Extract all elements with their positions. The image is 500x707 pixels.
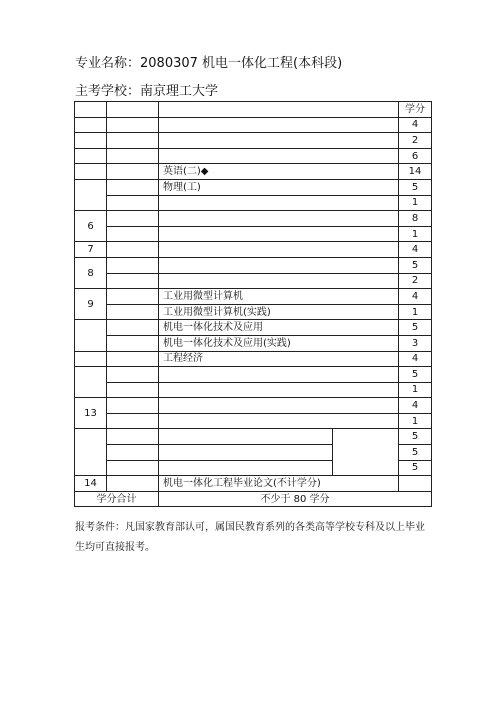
total-value: 不少于 80 学分 <box>159 491 432 507</box>
course-code: 7 <box>75 242 107 258</box>
course-number <box>107 476 159 492</box>
course-name: 工业用微型计算机 <box>159 289 399 305</box>
credit-value: 4 <box>399 117 432 133</box>
course-name <box>159 148 399 164</box>
course-name <box>159 445 333 461</box>
course-number <box>107 117 159 133</box>
credit-value: 2 <box>399 133 432 149</box>
table-row <box>75 476 432 492</box>
table-row <box>75 273 432 289</box>
course-code <box>75 429 107 476</box>
course-number <box>107 164 159 180</box>
credit-value: 14 <box>399 164 432 180</box>
course-name <box>159 226 399 242</box>
table-row <box>75 179 432 195</box>
course-number <box>107 273 159 289</box>
course-name: 机电一体化工程毕业论文(不计学分) <box>159 476 399 492</box>
course-name <box>159 117 399 133</box>
course-code <box>75 367 107 398</box>
course-number <box>107 226 159 242</box>
course-name <box>159 273 399 289</box>
course-name <box>159 367 399 383</box>
course-number <box>107 211 159 227</box>
total-row <box>75 491 432 507</box>
credit-value: 8 <box>399 211 432 227</box>
table-row <box>75 289 432 305</box>
header-cell <box>159 102 399 118</box>
course-code: 9 <box>75 289 107 320</box>
course-name <box>159 413 399 429</box>
table-row <box>75 335 432 351</box>
table-row <box>75 195 432 211</box>
credit-value: 4 <box>399 289 432 305</box>
credit-value: 1 <box>399 226 432 242</box>
course-number <box>107 304 159 320</box>
credit-value <box>399 476 432 492</box>
course-name: 机电一体化技术及应用(实践) <box>159 335 399 351</box>
total-label: 学分合计 <box>75 491 159 507</box>
credit-value: 2 <box>399 273 432 289</box>
course-name <box>159 460 333 476</box>
credit-value: 5 <box>399 257 432 273</box>
course-code <box>75 179 107 210</box>
credit-value: 1 <box>399 382 432 398</box>
course-name <box>159 242 399 258</box>
table-row <box>75 148 432 164</box>
course-number <box>107 289 159 305</box>
table-row <box>75 413 432 429</box>
course-code <box>75 133 107 149</box>
note-line-1: 报考条件：凡国家教育部认可，属国民教育系列的各类高等学校专科及以上毕业 <box>75 522 425 533</box>
course-number <box>107 335 159 351</box>
course-name: 英语(二)◆ <box>159 164 399 180</box>
credit-value: 4 <box>399 242 432 258</box>
course-number <box>107 398 159 414</box>
credit-value: 6 <box>399 148 432 164</box>
admission-note <box>75 518 435 558</box>
credit-value: 5 <box>399 179 432 195</box>
course-number <box>107 460 159 476</box>
credit-value: 5 <box>399 320 432 336</box>
table-row <box>75 429 432 445</box>
table-row <box>75 133 432 149</box>
table-row <box>75 351 432 367</box>
credit-value: 4 <box>399 398 432 414</box>
course-name <box>159 429 333 445</box>
credit-value: 1 <box>399 413 432 429</box>
credit-value: 4 <box>399 351 432 367</box>
table-header-row <box>75 102 432 118</box>
table-row <box>75 226 432 242</box>
header-cell <box>75 102 107 118</box>
course-name: 机电一体化技术及应用 <box>159 320 399 336</box>
header-cell <box>107 102 159 118</box>
table-row <box>75 367 432 383</box>
table-row <box>75 320 432 336</box>
course-name <box>159 398 399 414</box>
course-number <box>107 148 159 164</box>
course-code <box>75 351 107 367</box>
table-row <box>75 382 432 398</box>
course-code: 14 <box>75 476 107 492</box>
course-name <box>159 195 399 211</box>
course-number <box>107 257 159 273</box>
course-name: 工业用微型计算机(实践) <box>159 304 399 320</box>
course-code <box>75 117 107 133</box>
course-name <box>159 133 399 149</box>
course-code: 6 <box>75 211 107 242</box>
course-name: 工程经济 <box>159 351 399 367</box>
course-name: 物理(工) <box>159 179 399 195</box>
course-name <box>159 211 399 227</box>
table-row <box>75 164 432 180</box>
course-number <box>107 351 159 367</box>
course-number <box>107 429 159 445</box>
table-row <box>75 304 432 320</box>
major-name-line: 专业名称：2080307 机电一体化工程(本科段) <box>75 56 343 71</box>
course-code <box>75 148 107 164</box>
course-code <box>75 164 107 180</box>
credit-value: 1 <box>399 195 432 211</box>
course-number <box>107 445 159 461</box>
table-row <box>75 398 432 414</box>
course-number <box>107 367 159 383</box>
course-number <box>107 133 159 149</box>
course-code: 8 <box>75 257 107 288</box>
course-number <box>107 413 159 429</box>
course-number <box>107 195 159 211</box>
table-row <box>75 257 432 273</box>
credit-header: 学分 <box>399 102 432 118</box>
table-row <box>75 242 432 258</box>
table-row <box>75 117 432 133</box>
credit-value: 5 <box>399 445 432 461</box>
exam-school-line: 主考学校：南京理工大学 <box>75 84 219 99</box>
credit-value: 5 <box>399 460 432 476</box>
course-code <box>75 320 107 351</box>
course-table <box>74 101 432 507</box>
course-number <box>107 179 159 195</box>
course-code: 13 <box>75 398 107 429</box>
table-row <box>75 211 432 227</box>
credit-value: 3 <box>399 335 432 351</box>
merged-cell <box>333 429 399 476</box>
note-line-2: 生均可直接报考。 <box>75 542 155 553</box>
course-name <box>159 382 399 398</box>
credit-value: 1 <box>399 304 432 320</box>
credit-value: 5 <box>399 429 432 445</box>
course-number <box>107 382 159 398</box>
course-name <box>159 257 399 273</box>
course-number <box>107 320 159 336</box>
course-number <box>107 242 159 258</box>
credit-value: 5 <box>399 367 432 383</box>
